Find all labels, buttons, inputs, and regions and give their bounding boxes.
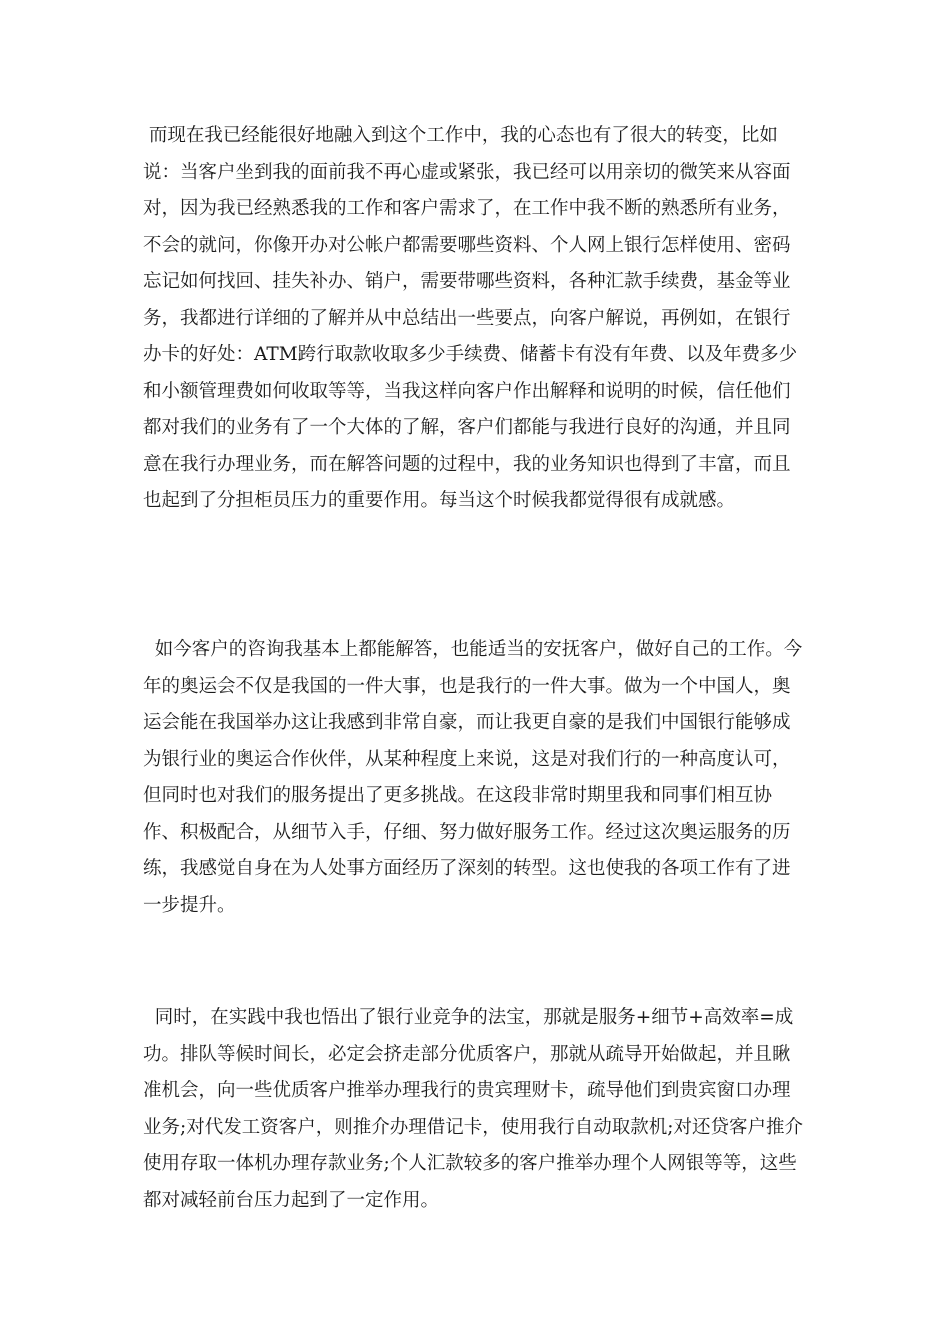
paragraph-customer-service: 而现在我已经能很好地融入到这个工作中，我的心态也有了很大的转变，比如说：当客户坐到我的面前我不再心虚或紧张，我已经可以用亲切的微笑来从容面对，因为我已经熟悉我的工作和客户需求了，在工作中我不断的熟悉所有业务，不会的就问，你像开办对公帐户都需要哪些资料、个人网上银行怎样使用、密码忘记如何找回、挂失补办、销户，需要带哪些资料，各种汇款手续费，基金等业务，我都进行详细的了解并从中总结出一些要点，向客户解说，再例如，在银行办卡的好处：ATM跨行取款收取多少手续费、储蓄卡有没有年费、以及年费多少和小额管理费如何收取等等，当我这样向客户作出解释和说明的时候，信任他们都对我们的业务有了一个大体的了解，客户们都能与我进行良好的沟通，并且同意在我行办理业务，而在解答问题的过程中，我的业务知识也得到了丰富，而且也起到了分担柜员压力的重要作用。每当这个时候我都觉得很有成就感。 [143,125,798,511]
paragraph-competition: 同时，在实践中我也悟出了银行业竞争的法宝，那就是服务+细节+高效率=成功。排队等候时间长，必定会挤走部分优质客户，那就从疏导开始做起，并且瞅准机会，向一些优质客户推举办理我行的贵宾理财卡，疏导他们到贵宾窗口办理业务;对代发工资客户，则推介办理借记卡，使用我行自动取款机;对还贷客户推介使用存取一体机办理存款业务;个人汇款较多的客户推举办理个人网银等等，这些都对减轻前台压力起到了一定作用。 [143,1007,803,1211]
paragraph-olympics: 如今客户的咨询我基本上都能解答，也能适当的安抚客户，做好自己的工作。今年的奥运会不仅是我国的一件大事，也是我行的一件大事。做为一个中国人，奥运会能在我国举办这让我感到非常自豪，而让我更自豪的是我们中国银行能够成为银行业的奥运合作伙伴，从某种程度上来说，这是对我们行的一种高度认可，但同时也对我们的服务提出了更多挑战。在这段非常时期里我和同事们相互协作、积极配合，从细节入手，仔细、努力做好服务工作。经过这次奥运服务的历练，我感觉自身在为人处事方面经历了深刻的转型。这也使我的各项工作有了进一步提升。 [143,639,803,916]
